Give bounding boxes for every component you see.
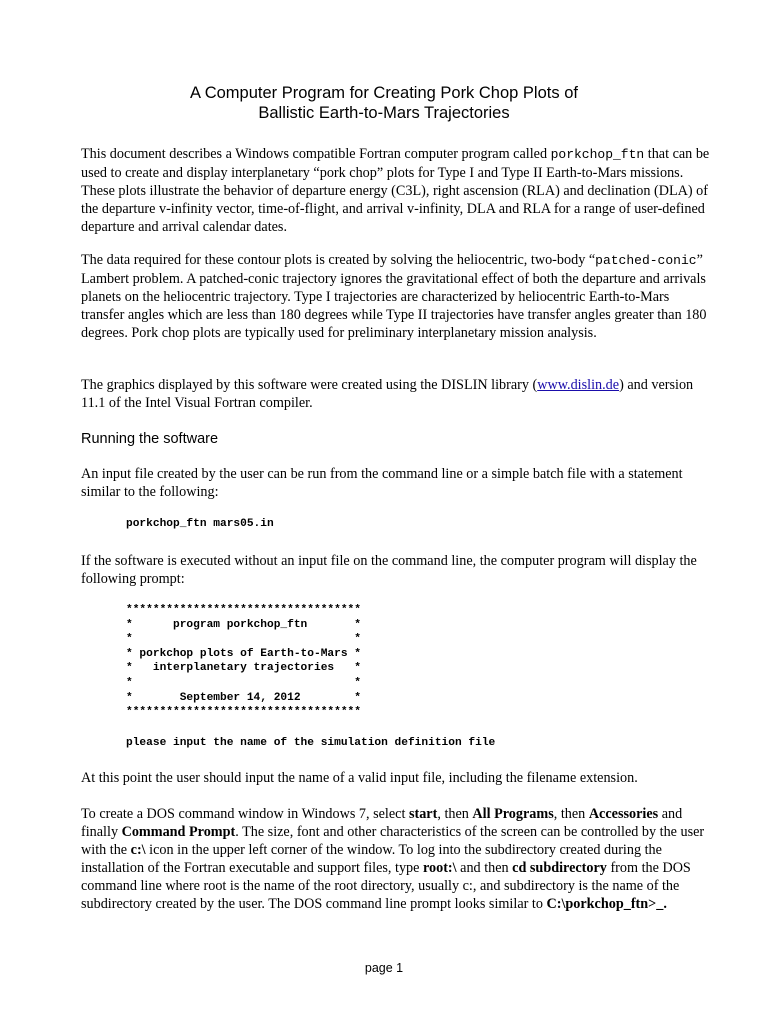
title-line-2: Ballistic Earth-to-Mars Trajectories: [258, 104, 510, 122]
start-menu-label: start: [408, 806, 438, 822]
data-paragraph: [81, 251, 716, 342]
prompt-question: please input the name of the simulation definition file: [126, 737, 496, 749]
running-software-heading: Running the software: [81, 431, 219, 447]
prompt-banner: *********************************** * program porkchop_ftn * * * * porkchop plots of Earth-to-Mars * * interplanetary trajectories * * * * September 14, 2012 * ***********************************: [126, 604, 361, 719]
intro-text-b: that can be used to create and display interplanetary “pork chop” plots for Type I and Type II Earth-to-Mars missions. These plots illustrate the behavior of departure energy (C3L), right ascension (RLA) and declination (DLA) of the departure v-infinity vector, time-of-flight, and arrival v-infinity, DLA and RLA for a range of user-defined departure and arrival calendar dates.: [81, 146, 710, 235]
dos-window-paragraph: [81, 805, 716, 913]
dos-prompt-example: C:\porkchop_ftn>_.: [546, 896, 667, 912]
dos-text-b: , then: [437, 806, 473, 822]
cd-subdirectory-label: cd subdirectory: [512, 860, 607, 876]
graphics-text-b: ) and version 11.1 of the Intel Visual Fortran compiler.: [81, 377, 694, 411]
graphics-paragraph: [81, 376, 716, 412]
root-label: root:\: [422, 860, 457, 876]
dos-text-d: and finally: [81, 806, 683, 840]
dos-text-f: icon in the upper left corner of the window. To log into the subdirectory created during the installation of the Fortran executable and support files, type: [81, 842, 662, 876]
program-name-code: porkchop_ftn: [550, 147, 645, 162]
patched-conic-code: patched-conic: [595, 253, 697, 268]
prompt-intro-paragraph: If the software is executed without an input file on the command line, the computer program will display the following prompt:: [81, 553, 697, 587]
data-text-a: The data required for these contour plots is created by solving the heliocentric, two-body “: [81, 252, 596, 268]
title-line-1: A Computer Program for Creating Pork Chop Plots of: [190, 84, 578, 102]
dos-text-h: from the DOS command line where root is the name of the root directory, usually c:, and subdirectory is the name of the subdirectory created by the user. The DOS command line prompt looks similar to: [81, 860, 691, 912]
graphics-text-a: The graphics displayed by this software were created using the DISLIN library (: [81, 377, 538, 393]
dos-text-e: . The size, font and other characteristics of the screen can be controlled by the user with the: [81, 824, 705, 858]
input-filename-paragraph: At this point the user should input the name of a valid input file, including the filename extension.: [81, 770, 638, 786]
accessories-label: Accessories: [588, 806, 659, 822]
dos-text-a: To create a DOS command window in Windows 7, select: [81, 806, 409, 822]
dos-text-c: , then: [553, 806, 589, 822]
input-file-paragraph: An input file created by the user can be run from the command line or a simple batch file with a statement similar to the following:: [81, 466, 683, 500]
c-drive-label: c:\: [130, 842, 146, 858]
command-prompt-label: Command Prompt: [121, 824, 236, 840]
intro-text-a: This document describes a Windows compatible Fortran computer program called: [81, 146, 551, 162]
data-text-b: ” Lambert problem. A patched-conic trajectory ignores the gravitational effect of both the departure and arrivals planets on the heliocentric trajectory. Type I trajectories are characterized by heliocentric Earth-to-Mars transfer angles which are less than 180 degrees while Type II trajectories have transfer angles greater than 180 degrees. Pork chop plots are typically used for preliminary interplanetary mission analysis.: [81, 252, 707, 341]
dos-text-g: and then: [456, 860, 513, 876]
document-title: [0, 83, 768, 123]
command-example: porkchop_ftn mars05.in: [126, 518, 274, 530]
dislin-link[interactable]: www.dislin.de: [537, 377, 620, 393]
all-programs-label: All Programs: [472, 806, 554, 822]
page-number: page 1: [364, 961, 404, 975]
intro-paragraph: [81, 145, 716, 236]
